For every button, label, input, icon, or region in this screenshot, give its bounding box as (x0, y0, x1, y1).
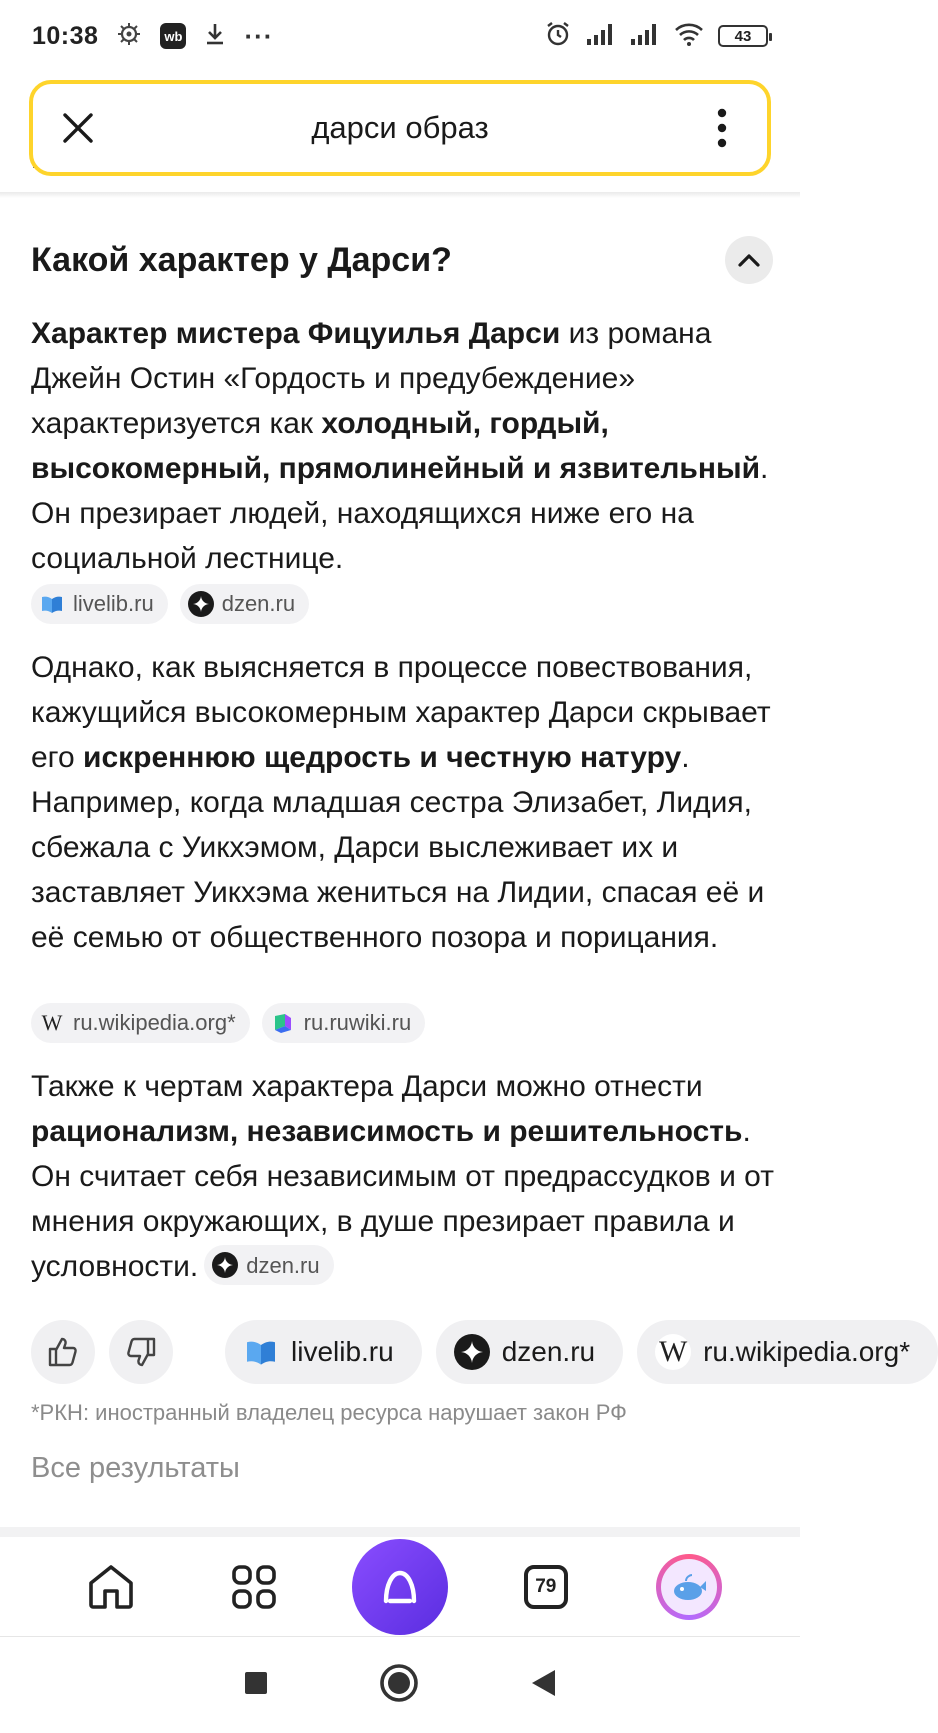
profile-button[interactable] (644, 1542, 734, 1632)
kebab-menu-icon (717, 108, 727, 148)
livelib-icon (39, 591, 65, 617)
wikipedia-icon: W (655, 1334, 691, 1370)
bottom-navigation (0, 1537, 800, 1637)
tabs-count: 79 (524, 1565, 568, 1609)
battery-icon: 43 (718, 25, 768, 47)
rkn-footnote: *РКН: иностранный владелец ресурса нарушает закон РФ (31, 1400, 627, 1425)
header-shadow (0, 192, 800, 198)
source-pill-dzen[interactable] (436, 1320, 623, 1384)
square-icon (243, 1670, 269, 1696)
alarm-icon (544, 20, 572, 53)
back-button[interactable] (529, 1668, 557, 1703)
status-right-icons (544, 20, 768, 53)
chevron-up-icon (738, 253, 760, 267)
dislike-button[interactable] (109, 1320, 173, 1384)
tabs-button[interactable] (501, 1542, 591, 1632)
ruwiki-icon (270, 1010, 296, 1036)
thumbs-down-icon (124, 1335, 158, 1369)
source-pill-label: ru.wikipedia.org* (703, 1336, 911, 1367)
avatar-image (661, 1559, 717, 1615)
dzen-icon (454, 1334, 490, 1370)
alice-icon (378, 1565, 422, 1609)
grid-icon (231, 1564, 277, 1610)
wb-app-icon: wb (160, 23, 186, 49)
avatar (656, 1554, 722, 1620)
all-results-link[interactable]: Все результаты (31, 1452, 240, 1484)
feedback-sources-row (31, 1320, 911, 1384)
wifi-icon (674, 22, 704, 51)
source-pill-label: dzen.ru (501, 1336, 596, 1367)
answer-text: . Он презирает людей, находящихся ниже его на социальной лестнице. (31, 452, 769, 575)
answer-bold-text: рационализм, независимость и решительность (31, 1115, 743, 1148)
answer-text: . Он считает себя независимым от предрассудков и от мнения окружающих, в душе презирает правила и условности. (31, 1115, 774, 1283)
home-icon (85, 1561, 137, 1613)
livelib-icon (243, 1334, 279, 1370)
answer-bold-text: Характер мистера Фицуилья Дарси (31, 317, 561, 350)
dzen-icon (188, 591, 214, 617)
search-query[interactable]: дарси образ (311, 110, 489, 145)
answer-text: . Например, когда младшая сестра Элизабет, Лидия, сбежала с Уикхэмом, Дарси выслеживает их и заставляет Уикхэма жениться на Лидии, спасая её и её семью от общественного позора и порицания. (31, 741, 765, 954)
answer-paragraph-2 (31, 645, 776, 960)
alice-assistant-button[interactable] (352, 1539, 448, 1635)
status-left-icons (116, 21, 273, 52)
source-chip-dzen-inline[interactable] (204, 1245, 333, 1285)
more-notifications-icon: ··· (244, 20, 274, 51)
answer-paragraph-1 (31, 311, 776, 581)
source-pill-wikipedia[interactable] (637, 1320, 938, 1384)
source-chip-label: ru.ruwiki.ru (303, 1010, 412, 1035)
search-bar[interactable] (29, 80, 771, 176)
thumbs-up-icon (46, 1335, 80, 1369)
signal-2-icon (630, 22, 660, 51)
source-pill-label: livelib.ru (291, 1336, 394, 1367)
back-triangle-icon (529, 1668, 557, 1698)
source-chip-wikipedia[interactable] (31, 1003, 250, 1043)
services-button[interactable] (209, 1542, 299, 1632)
home-system-button[interactable] (379, 1663, 419, 1708)
whale-avatar-icon (670, 1571, 708, 1603)
signal-icon (586, 22, 616, 51)
answer-bold-text: искреннюю щедрость и честную натуру (83, 741, 682, 774)
source-chip-label: dzen.ru (221, 591, 296, 616)
spacer (187, 1320, 211, 1384)
source-chips-1 (31, 584, 309, 624)
more-menu-button[interactable] (677, 84, 767, 172)
like-button[interactable] (31, 1320, 95, 1384)
question-header[interactable] (31, 232, 773, 288)
circle-home-icon (379, 1663, 419, 1703)
source-chip-label: dzen.ru (246, 1252, 320, 1278)
answer-text: из романа Джейн Остин «Гордость и предубеждение» характеризуется как (31, 317, 712, 440)
recents-button[interactable] (243, 1670, 269, 1701)
source-chips-2 (31, 1003, 425, 1043)
gear-notification-icon (116, 21, 142, 52)
status-bar (0, 0, 800, 72)
home-button[interactable] (66, 1542, 156, 1632)
source-chip-livelib[interactable] (31, 584, 168, 624)
source-chip-label: ru.wikipedia.org* (73, 1010, 236, 1035)
section-divider (0, 1527, 800, 1537)
source-chip-label: livelib.ru (73, 591, 154, 616)
dzen-icon (212, 1252, 238, 1278)
question-title: Какой характер у Дарси? (31, 240, 452, 279)
download-icon (204, 22, 226, 51)
close-icon (61, 111, 95, 145)
wikipedia-icon: W (41, 1010, 63, 1035)
source-chip-ruwiki[interactable] (262, 1003, 426, 1043)
system-navigation-bar (0, 1638, 800, 1733)
collapse-button[interactable] (725, 236, 773, 284)
source-pill-livelib[interactable] (225, 1320, 422, 1384)
answer-text: Также к чертам характера Дарси можно отнести (31, 1070, 703, 1103)
status-time: 10:38 (32, 21, 99, 50)
close-button[interactable] (33, 84, 123, 172)
answer-text: Однако, как выясняется в процессе повествования, кажущийся высокомерным характер Дарси скрывает его (31, 651, 771, 774)
answer-bold-text: холодный, гордый, высокомерный, прямолинейный и язвительный (31, 407, 761, 485)
source-chip-dzen[interactable] (180, 584, 309, 624)
answer-paragraph-3 (31, 1064, 776, 1289)
